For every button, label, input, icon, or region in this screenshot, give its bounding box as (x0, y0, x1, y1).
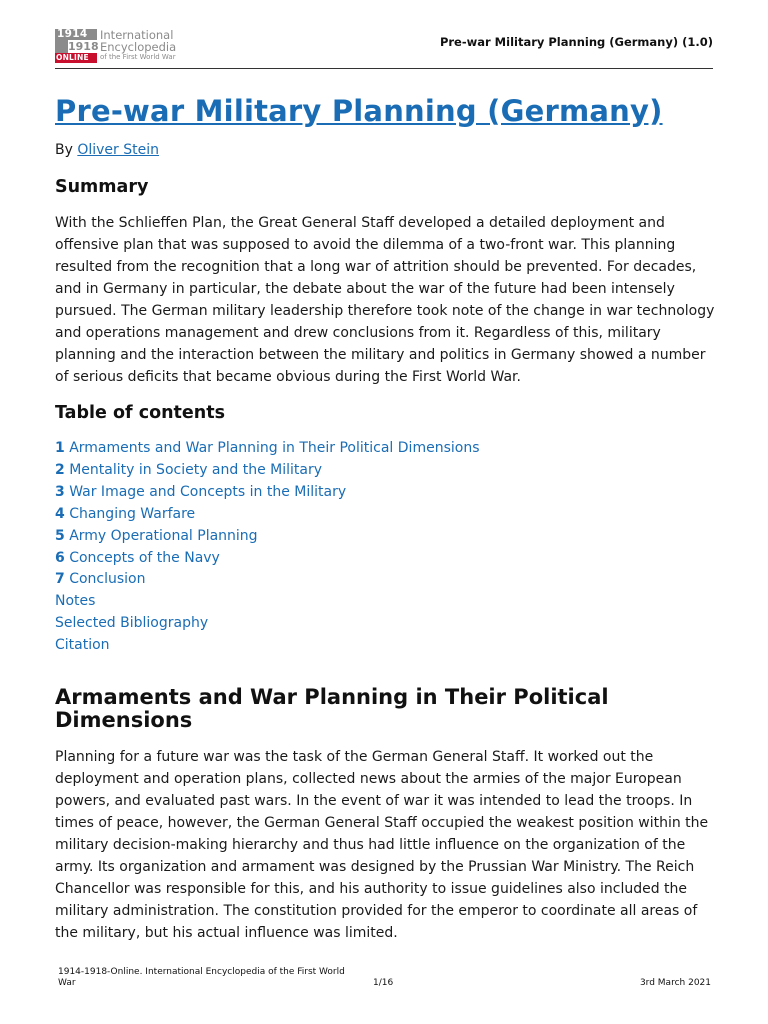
logo-line3: of the First World War (100, 53, 176, 61)
toc-heading: Table of contents (55, 403, 226, 423)
toc-item[interactable]: 6 Concepts of the Navy (55, 549, 220, 566)
section-heading: Armaments and War Planning in Their Political Dimensions (55, 685, 609, 732)
running-title: Pre-war Military Planning (Germany) (1.0) (439, 35, 713, 49)
logo-year-top: 1914 (57, 28, 88, 40)
logo-line1: International (100, 28, 174, 42)
section-text: Planning for a future war was the task of the German General Staff. It worked out the deployment and operation plans, collected news about the armies of the major European powers, and evaluated past wars. In the event of war it was intended to lead the troops. In times of peace, however, the German General Staff occupied the weakest position within the military decision-making hierarchy and thus had little influence on the organization of the army. Its organization and armament was designed by the Prussian War Ministry. The Reich Chancellor was responsible for this, and his authority to issue guidelines also included the military administration. The constitution provided for the emperor to coordinate all areas of the military, but his actual influence was limited. (55, 749, 709, 941)
toc-item-bibliography[interactable]: Selected Bibliography (55, 615, 209, 632)
byline (55, 142, 159, 158)
toc-item[interactable]: 1 Armaments and War Planning in Their Political Dimensions (55, 440, 480, 456)
toc-item[interactable]: 3 War Image and Concepts in the Military (55, 483, 347, 500)
toc-item[interactable]: 7 Conclusion (55, 571, 146, 588)
author-link[interactable]: Oliver Stein (77, 142, 159, 158)
footer-page-number: 1/16 (373, 978, 394, 988)
logo-mark (55, 29, 97, 63)
summary-heading: Summary (55, 177, 149, 197)
header-divider (55, 68, 713, 69)
toc-item-notes[interactable]: Notes (55, 593, 96, 610)
logo-online: ONLINE (56, 53, 89, 62)
site-logo[interactable] (55, 29, 185, 65)
logo-wordmark (100, 29, 176, 62)
footer-date: 3rd March 2021 (639, 978, 711, 988)
by-label: By (55, 142, 73, 158)
page-title: Pre-war Military Planning (Germany) (55, 94, 663, 128)
table-of-contents (55, 438, 479, 657)
toc-item[interactable]: 4 Changing Warfare (55, 505, 196, 522)
logo-year-bottom: 1918 (68, 40, 99, 53)
summary-text: With the Schlieffen Plan, the Great General Staff developed a detailed deployment and offensive plan that was supposed to avoid the dilemma of a two-front war. This planning resulted from the recognition that a long war of attrition should be prevented. For decades, and in Germany in particular, the debate about the war of the future had been intensely pursued. The German military leadership therefore took note of the change in war technology and operations management and drew conclusions from it. Regardless of this, military planning and the interaction between the military and politics in Germany showed a number of serious deficits that became obvious during the First World War. (55, 215, 715, 385)
footer-source: 1914-1918-Online. International Encyclopedia of the First World War (58, 967, 345, 988)
toc-item-citation[interactable]: Citation (55, 637, 110, 654)
toc-item[interactable]: 5 Army Operational Planning (55, 527, 258, 544)
toc-item[interactable]: 2 Mentality in Society and the Military (55, 461, 323, 478)
logo-line2: Encyclopedia (100, 40, 177, 54)
